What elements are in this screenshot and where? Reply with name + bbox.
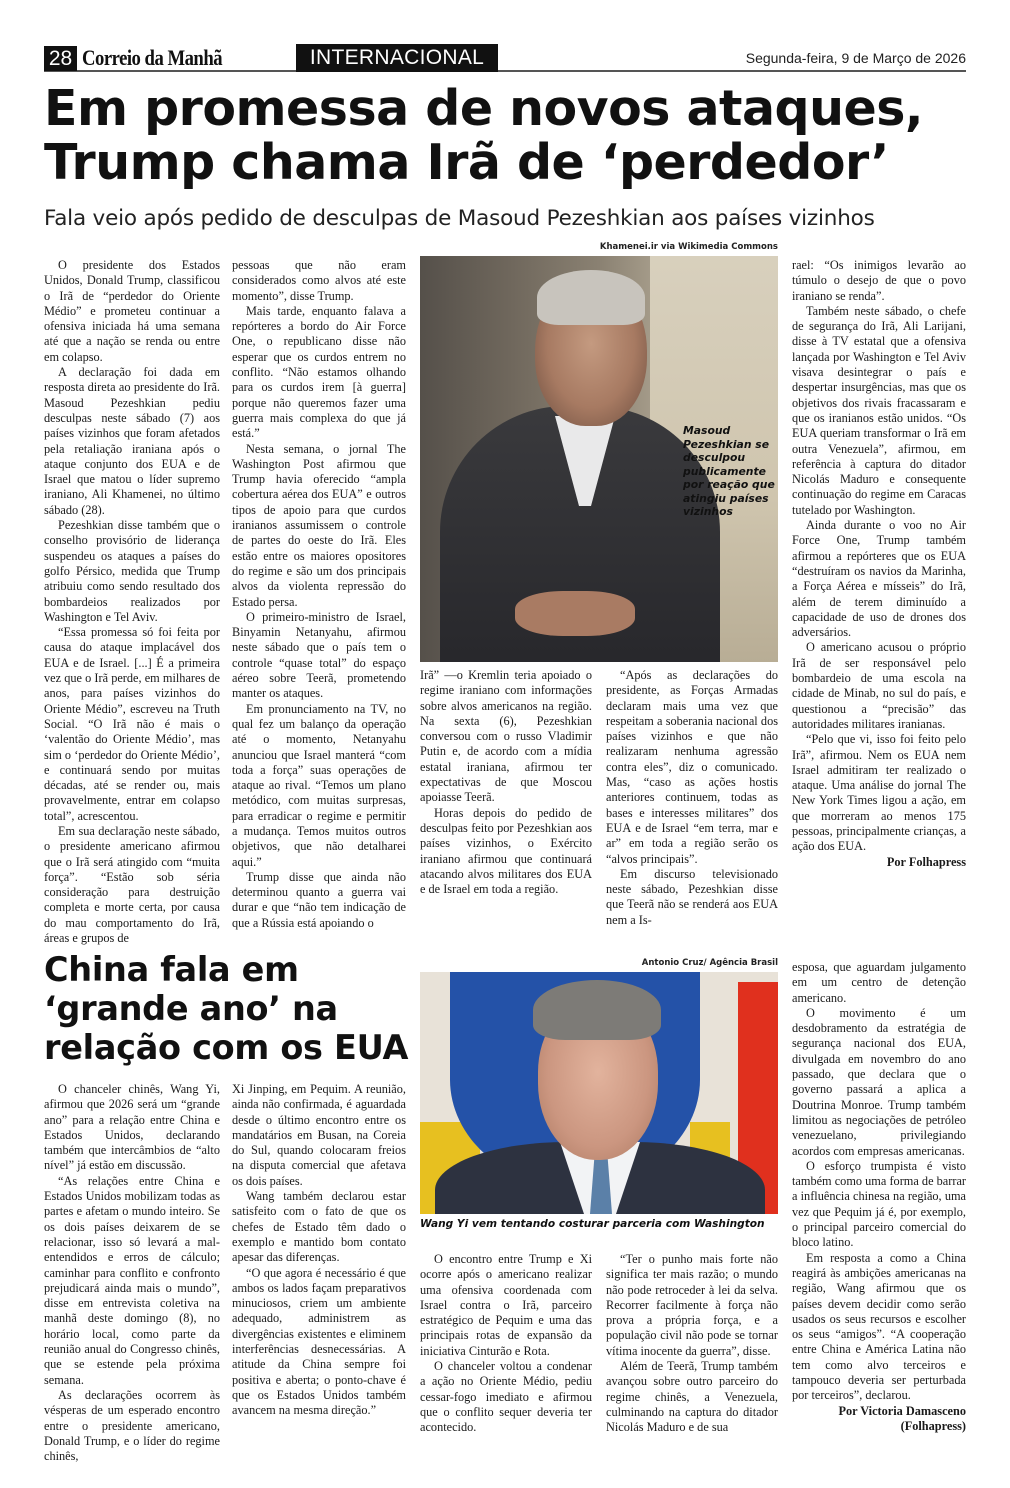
- story2-photo-wang-yi: [420, 972, 778, 1214]
- story2-photo-credit: Antonio Cruz/ Agência Brasil: [641, 958, 778, 968]
- paragraph: “Essa promessa só foi feita por causa do ataque implacável dos EUA e de Israel. [...] É a primeira vez que o Irã perde, em milhares de anos, para países vizinhos do Oriente Médio”, escreveu na Truth Social. “O Irã não é mais o ‘valentão do Oriente Médio’, mas sim o ‘perdedor do Oriente Médio’, e continuará sendo por muitas décadas, até se render ou, mais provavelmente, entrar em colapso total”, acrescentou.: [44, 625, 220, 823]
- paragraph: A declaração foi dada em resposta direta ao presidente do Irã. Masoud Pezeshkian pediu desculpas neste sábado (7) aos países vizinhos que foram afetados pela retaliação iraniana após o ataque conjunto dos EUA e de Israel que matou o líder supremo iraniano, Ali Khamenei, no último sábado (28).: [44, 365, 220, 517]
- story2-column-3: [420, 1252, 592, 1436]
- paragraph: Em sua declaração neste sábado, o presidente americano afirmou que o Irã será atingido com “muita força”. “Estão sob séria consideração para destruição completa e morte certa, por causa do mau comportamento do Irã, áreas e grupos de: [44, 823, 220, 946]
- paragraph: Em discurso televisionado neste sábado, Pezeshkian disse que Teerã não se renderá aos EUA nem a Is-: [606, 866, 778, 927]
- paragraph: Xi Jinping, em Pequim. A reunião, ainda não confirmada, é aguardada desde o último encontro entre os mandatários em Busan, na Coreia do Sul, quando colocaram freios na disputa comercial que afetava os dois países.: [232, 1082, 406, 1188]
- story2-column-2: [232, 1082, 406, 1419]
- paragraph: O americano acusou o próprio Irã de ser responsável pelo bombardeio de uma escola na cidade de Minab, no sul do país, e questionou a “precisão” das autoridades militares iranianas.: [792, 640, 966, 731]
- paragraph: pessoas que não eram considerados como alvos até este momento”, disse Trump.: [232, 258, 406, 303]
- newspaper-name: Correio da Manhã: [82, 45, 223, 70]
- issue-date: Segunda-feira, 9 de Março de 2026: [745, 50, 966, 66]
- story1-photo-caption: Masoud Pezeshkian se desculpou publicamente por reação que atingiu países vizinhos: [683, 424, 775, 518]
- paragraph: “As relações entre China e Estados Unidos mobilizam todas as partes e afetam o mundo inteiro. Se os dois países deixarem de se relacionar, isso só levará a mal-entendidos e erros de cálculo; caminhar para conflito e confronto prejudicará ainda mais o mundo”, disse em entrevista coletiva na manhã deste domingo (8), no horário local, como parte da reunião anual do Congresso chinês, que se estende pela próxima semana.: [44, 1173, 220, 1387]
- story2-headline: China fala em ‘grande ano’ na relação com os EUA: [44, 950, 409, 1067]
- story2-column-5: [792, 960, 966, 1434]
- paragraph: Nesta semana, o jornal The Washington Post afirmou que Trump havia oferecido “ampla cobertura aérea dos EUA” e outros tipos de apoio para que curdos iranianos assumissem o controle de partes do oeste do Irã. Eles estão entre os maiores opositores do regime e são um dos principais alvos da violenta repressão do Estado persa.: [232, 441, 406, 609]
- story2-photo-caption: Wang Yi vem tentando costurar parceria com Washington: [420, 1218, 765, 1230]
- paragraph: Além de Teerã, Trump também avançou sobre outro parceiro do regime chinês, a Venezuela, culminando na captura do ditador Nicolás Maduro e de sua: [606, 1359, 778, 1435]
- paragraph: O presidente dos Estados Unidos, Donald Trump, classificou o Irã de “perdedor do Oriente Médio” e prometeu continuar a ofensiva iniciada há uma semana até que a nação se renda ou entre em colapso.: [44, 258, 220, 364]
- story1-photo-credit: Khamenei.ir via Wikimedia Commons: [599, 242, 778, 252]
- story1-column-3: [420, 668, 592, 897]
- story2-column-1: [44, 1082, 220, 1464]
- paragraph: Mais tarde, enquanto falava a repórteres a bordo do Air Force One, o republicano disse não esperar que os curdos entrem no conflito. “Não estamos olhando para os curdos irem [à guerra] porque não queremos fazer uma guerra mais complexa do que já está.”: [232, 303, 406, 441]
- paragraph: Em pronunciamento na TV, no qual fez um balanço da operação até o momento, Netanyahu anunciou que Israel manterá “com toda a força” suas operações de ataque ao rival. “Temos um plano metódico, com muitas surpresas, para erradicar o regime e permitir a mudança. Temos muitos outros objetivos, que não detalharei aqui.”: [232, 701, 406, 869]
- story2-byline-agency: (Folhapress): [900, 1418, 966, 1433]
- story1-column-2: [232, 258, 406, 931]
- paragraph: “Pelo que vi, isso foi feito pelo Irã”, afirmou. Nem os EUA nem Israel admitiram ter realizado o ataque. Uma análise do jornal The New York Times ligou a ação, em que morreram ao menos 175 pessoas, principalmente crianças, a ação dos EUA.: [792, 732, 966, 854]
- paragraph: Também neste sábado, o chefe de segurança do Irã, Ali Larijani, disse à TV estatal que a ofensiva lançada por Washington e Tel Aviv visava desintegrar o país e despertar insurgências, mas que os objetivos dos rivais fracassaram e que os iranianos estão unidos. “Os EUA queriam transformar o Irã em outra Venezuela”, afirmou, em referência à captura do ditador Nicolás Maduro e consequente continuação do regime em Caracas tutelado por Washington.: [792, 303, 966, 517]
- paragraph: Pezeshkian disse também que o conselho provisório de liderança suspendeu os ataques a países do golfo Pérsico, medida que Trump atribuiu como sendo resultado dos bombardeios realizados por Washington e Tel Aviv.: [44, 518, 220, 624]
- story1-column-4: [606, 668, 778, 928]
- paragraph: O chanceler chinês, Wang Yi, afirmou que 2026 será um “grande ano” para a relação entre China e Estados Unidos, declarando também que intercâmbios de “alto nível” já estão em discussão.: [44, 1082, 220, 1173]
- paragraph: Irã” —o Kremlin teria apoiado o regime iraniano com informações sobre alvos americanos na região. Na sexta (6), Pezeshkian conversou com o russo Vladimir Putin e, de acordo com a mídia estatal iraniana, afirmou ter expectativas de que Moscou apoiasse Teerã.: [420, 668, 592, 805]
- paragraph: Em resposta a como a China reagirá às ambições americanas na região, Wang afirmou que os países devem decidir como serão usados os seus recursos e escolher os seus “amigos”. “A cooperação entre China e América Latina não tem como alvo terceiros e tampouco deveria ser perturbada por terceiros”, declarou.: [792, 1250, 966, 1403]
- masthead: [44, 44, 966, 72]
- paragraph: O chanceler voltou a condenar a ação no Oriente Médio, pediu cessar-fogo imediato e afirmou que o conflito sequer deveria ter acontecido.: [420, 1359, 592, 1435]
- paragraph: “O que agora é necessário é que ambos os lados façam preparativos minuciosos, criem um ambiente adequado, administrem as divergências existentes e eliminem interferências desnecessárias. A atitude da China sempre foi positiva e aberta; o ponto-chave é que os Estados Unidos também avancem na mesma direção.”: [232, 1265, 406, 1418]
- paragraph: “Após as declarações do presidente, as Forças Armadas declaram mais uma vez que respeitam a soberania nacional dos países vizinhos e que não realizaram nenhuma agressão contra eles”, diz o comunicado. Mas, “caso as ações hostis anteriores continuem, todas as bases e interesses militares” dos EUA e de Israel “em terra, mar e ar” em toda a região serão os “alvos principais”.: [606, 668, 778, 866]
- paragraph: esposa, que aguardam julgamento em um centro de detenção americano.: [792, 960, 966, 1005]
- paragraph: Trump disse que ainda não determinou quanto a guerra vai durar e que “não tem indicação de que a Rússia está apoiando o: [232, 869, 406, 930]
- paragraph: Ainda durante o voo no Air Force One, Trump também afirmou a repórteres que os EUA “destruíram os navios da Marinha, a Força Aérea e mísseis” do Irã, além de terem diminuído a capacidade de uso de drones dos adversários.: [792, 518, 966, 640]
- paragraph: Wang também declarou estar satisfeito com o fato de que os chefes de Estado têm dado o exemplo e mantido bom contato apesar das diferenças.: [232, 1189, 406, 1265]
- paragraph: “Ter o punho mais forte não significa ter mais razão; o mundo não pode retroceder à lei da selva. Recorrer facilmente à força não prova a própria força, e a população civil não pode se tornar vítima inocente da guerra”, disse.: [606, 1252, 778, 1358]
- story1-column-5: [792, 258, 966, 870]
- story2-byline-author: Por Victoria Damasceno: [838, 1403, 966, 1418]
- story2-column-4: [606, 1252, 778, 1436]
- paragraph: O encontro entre Trump e Xi ocorre após o americano realizar uma ofensiva coordenada com Israel contra o Irã, parceiro estratégico de Pequim e uma das principais rotas de expansão da iniciativa Cinturão e Rota.: [420, 1252, 592, 1358]
- paragraph: O esforço trumpista é visto também como uma forma de barrar a influência chinesa na região, uma vez que Pequim já é, por exemplo, o principal parceiro comercial do bloco latino.: [792, 1158, 966, 1250]
- story1-column-1: [44, 258, 220, 946]
- paragraph: Horas depois do pedido de desculpas feito por Pezeshkian aos países vizinhos, o Exército iraniano afirmou que continuará atacando alvos militares dos EUA e de Israel em toda a região.: [420, 805, 592, 897]
- story1-subheadline: Fala veio após pedido de desculpas de Masoud Pezeshkian aos países vizinhos: [44, 206, 875, 231]
- story1-byline: Por Folhapress: [886, 854, 966, 869]
- story1-headline: Em promessa de novos ataques, Trump chama Irã de ‘perdedor’: [44, 80, 924, 191]
- paragraph: O movimento é um desdobramento da estratégia de segurança nacional dos EUA, divulgada em novembro do ano passado, que declara que o governo passará a aplica a Doutrina Monroe. Trump também limitou as negociações de petróleo venezuelano, privilegiando acordos com empresas americanas.: [792, 1005, 966, 1158]
- paragraph: rael: “Os inimigos levarão ao túmulo o desejo de que o povo iraniano se renda”.: [792, 258, 966, 303]
- section-label: INTERNACIONAL: [296, 44, 498, 72]
- paragraph: O primeiro-ministro de Israel, Binyamin Netanyahu, afirmou neste sábado que o país tem o controle “quase total” do espaço aéreo sobre Teerã, prometendo manter os ataques.: [232, 609, 406, 701]
- page-number: 28: [44, 46, 77, 71]
- paragraph: As declarações ocorrem às vésperas de um esperado encontro entre o presidente americano, Donald Trump, e o líder do regime chinês,: [44, 1387, 220, 1464]
